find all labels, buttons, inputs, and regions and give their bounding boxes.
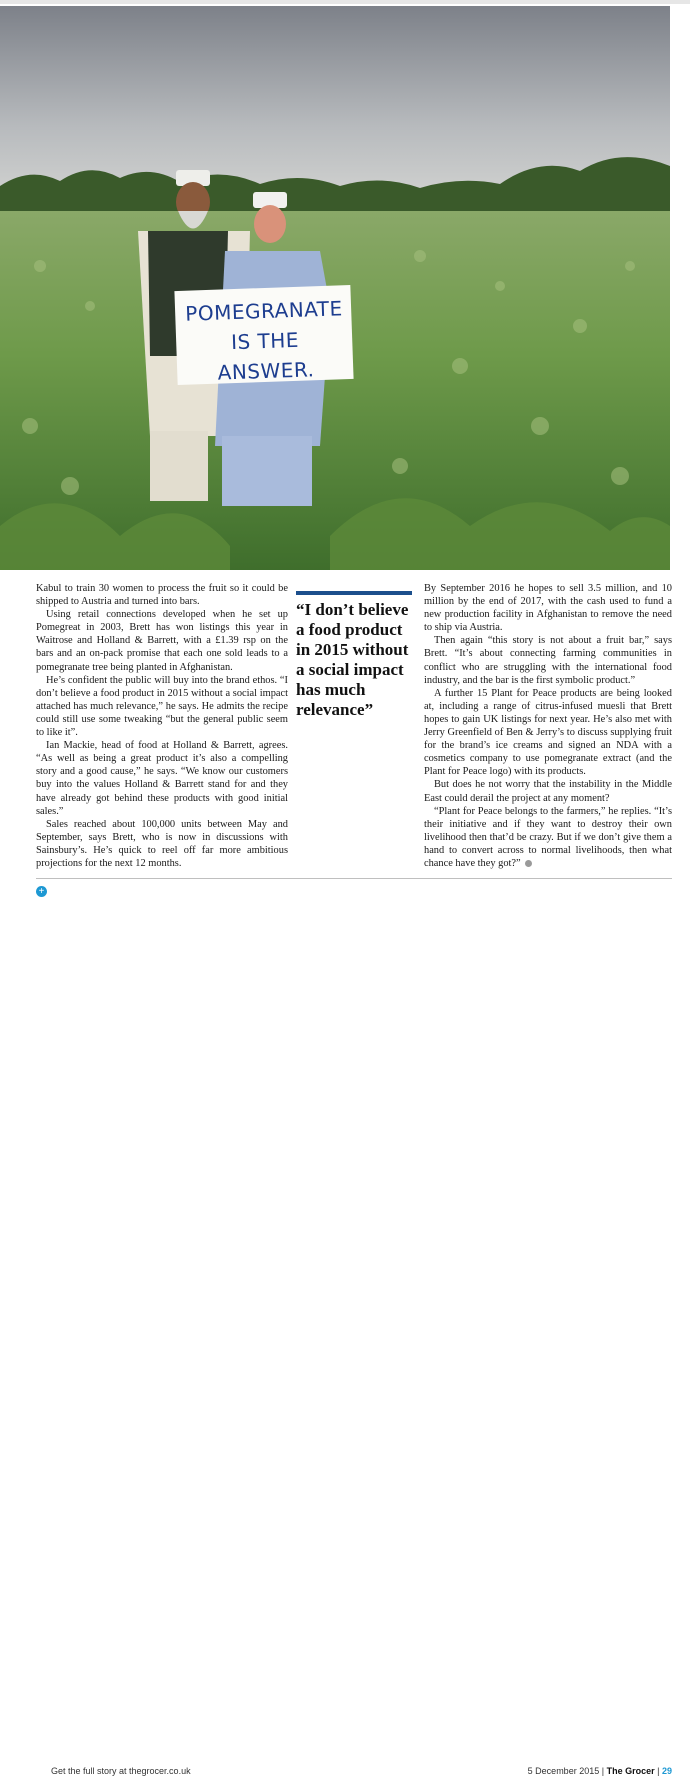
footer-folio — [528, 1766, 672, 1776]
publication-name: The Grocer — [606, 1766, 655, 1776]
paragraph: A further 15 Plant for Peace products are being looked at, including a range of citrus-infused muesli that Brett hopes to gain UK listings for next year. He’s also met with Jerry Greenfield of Ben & Jerry’s to discuss supplying fruit for the brand’s ice creams and signed an NDA with a cosmetics company to use pomegranate extract (and the Plant for Peace logo) with its products. — [424, 687, 672, 778]
paragraph: By September 2016 he hopes to sell 3.5 million, and 10 million by the end of 2017, with the cash used to fund a new production facility in Afghanistan to remove the need to ship via Austria. — [424, 583, 672, 634]
paragraph — [424, 805, 672, 870]
paragraph: Sales reached about 100,000 units between May and September, says Brett, who is now in discussions with Sainsbury’s. He’s quick to reel off far more ambitious projections for the next 12 months. — [36, 818, 288, 869]
paragraph: He’s confident the public will buy into the brand ethos. “I don’t believe a food product in 2015 without a social impact attached has much relevance,” he says. He admits the recipe could still use some tweaking “but the general public seem to like it”. — [36, 674, 288, 739]
sign-line-2: IS THE — [230, 327, 300, 355]
folio-separator: | — [657, 1766, 660, 1776]
folio-separator: | — [601, 1766, 605, 1776]
paragraph: Ian Mackie, head of food at Holland & Barrett, agrees. “As well as being a great product it’s also a compelling story and a good cause,” he says. “We know our customers buy into the values Holland & Barrett stand for and they have already got behind these products with good initial sales.” — [36, 740, 288, 817]
article-photo — [0, 6, 670, 570]
end-mark-icon — [525, 860, 532, 867]
footer-rule — [36, 878, 672, 879]
paragraph: But does he not worry that the instability in the Middle East could derail the project at any moment? — [424, 779, 672, 804]
paragraph: Then again “this story is not about a fruit bar,” says Brett. “It’s about connecting farming communities in conflict who are struggling with the international food industry, and the bar is the first symbolic product.” — [424, 635, 672, 686]
page-number: 29 — [661, 1766, 672, 1776]
page-footer — [0, 880, 690, 1776]
article-column-1 — [36, 582, 288, 870]
plus-icon[interactable]: + — [36, 886, 47, 897]
top-rule — [0, 0, 690, 4]
footer-link[interactable]: Get the full story at thegrocer.co.uk — [51, 1766, 191, 1776]
pull-quote: “I don’t believe a food product in 2015 without a social impact has much relevance” — [296, 600, 409, 719]
article-column-3 — [424, 582, 672, 870]
issue-date: 5 December 2015 — [527, 1766, 600, 1776]
paragraph: Kabul to train 30 women to process the fruit so it could be shipped to Austria and turned into bars. — [36, 583, 288, 608]
paragraph: Using retail connections developed when he set up Pomegreat in 2003, Brett has won listings this year in Waitrose and Holland & Barrett, with a £1.39 rsp on the bars and an on-pack promise that each one sold leads to a pomegranate tree being planted in Afghanistan. — [36, 609, 288, 673]
sign-text — [178, 293, 351, 389]
pull-quote-rule — [296, 591, 412, 595]
sign-line-3: ANSWER. — [217, 357, 315, 385]
sign-line-1: POMEGRANATE — [184, 296, 344, 326]
photo-illustration — [0, 6, 670, 570]
paragraph-text: “Plant for Peace belongs to the farmers,” he replies. “It’s their initiative and if they want to destroy their own livelihood then that’d be crazy. But if we don’t give them a hand to convert across to normal livelihoods, then what chance have they got?” — [424, 805, 672, 869]
